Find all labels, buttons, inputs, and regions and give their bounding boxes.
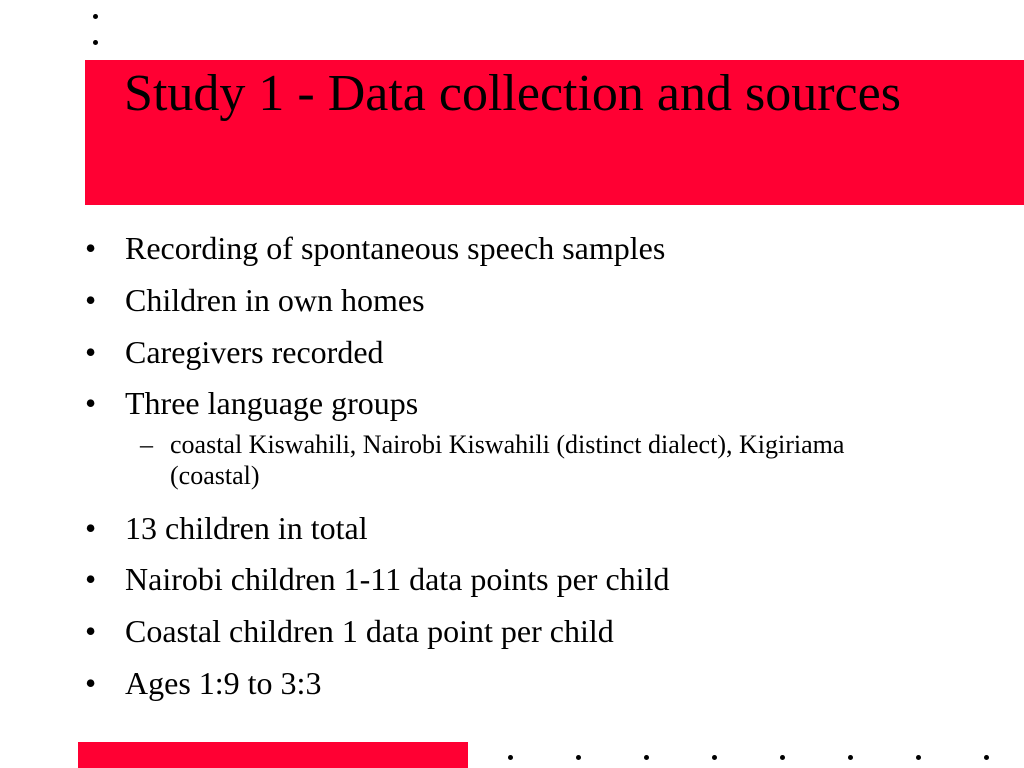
bullet-list [85, 230, 985, 717]
decorative-dot [93, 14, 98, 19]
bullet-item [85, 613, 985, 650]
sub-bullet-item [85, 429, 910, 491]
bullet-glyph: • [85, 613, 97, 650]
bullet-glyph: • [85, 281, 97, 318]
decorative-dot [848, 755, 853, 760]
bullet-item [85, 510, 985, 547]
bullet-glyph: • [85, 385, 97, 422]
bullet-text: Nairobi children 1-11 data points per child [125, 561, 670, 598]
decorative-dot [576, 755, 581, 760]
bullet-item [85, 334, 985, 371]
decorative-dot [780, 755, 785, 760]
bullet-glyph: • [85, 230, 97, 266]
bullet-item [85, 282, 985, 319]
decorative-dot [508, 755, 513, 760]
bullet-text: Coastal children 1 data point per child [125, 613, 614, 650]
decorative-dot [93, 40, 98, 45]
bullet-text: Three language groups [125, 385, 419, 422]
bullet-glyph: • [85, 561, 97, 598]
bullet-text: Children in own homes [125, 281, 425, 318]
decorative-dot [984, 755, 989, 760]
sub-bullet-glyph: – [140, 430, 153, 460]
bullet-text: Ages 1:9 to 3:3 [125, 664, 322, 701]
slide-title: Study 1 - Data collection and sources [124, 65, 901, 122]
bullet-glyph: • [85, 333, 97, 370]
footer-accent-bar [78, 742, 468, 768]
sub-bullet-text: coastal Kiswahili, Nairobi Kiswahili (distinct dialect), Kigiriama (coastal) [170, 430, 845, 491]
bullet-glyph: • [85, 664, 97, 701]
bullet-text: Caregivers recorded [125, 333, 384, 370]
bullet-text: Recording of spontaneous speech samples [125, 230, 666, 266]
bullet-glyph: • [85, 509, 97, 546]
bullet-item [85, 665, 985, 702]
bullet-item [85, 561, 985, 598]
decorative-dot [712, 755, 717, 760]
decorative-dot [644, 755, 649, 760]
decorative-dot [916, 755, 921, 760]
bullet-item [85, 385, 985, 422]
bullet-text: 13 children in total [125, 509, 368, 546]
bullet-item [85, 230, 985, 267]
